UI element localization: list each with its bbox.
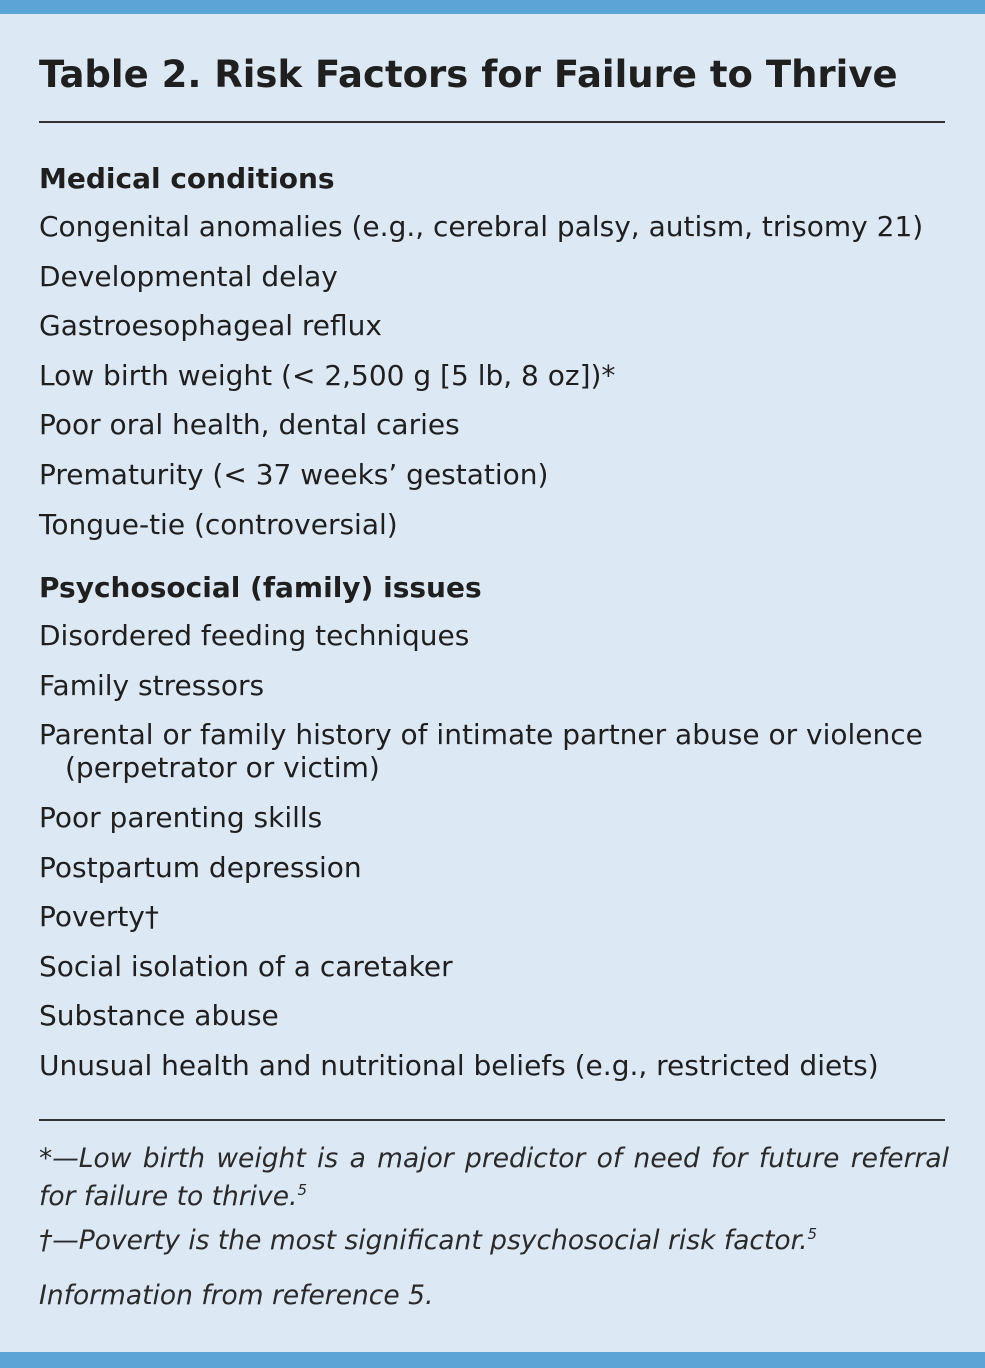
list-item: Family stressors [39,668,265,702]
list-item: Low birth weight (< 2,500 g [5 lb, 8 oz])* [39,358,616,392]
list-item-multiline [39,710,945,783]
list-item: Congenital anomalies (e.g., cerebral palsy, autism, trisomy 21) [39,210,924,243]
bottom-accent-bar [0,1352,985,1368]
source-note: Information from reference 5. [39,1280,434,1311]
table-title: Table 2. Risk Factors for Failure to Thrive [39,53,898,96]
list-item: Prematurity (< 37 weeks’ gestation) [39,457,549,491]
list-item: Poor oral health, dental caries [39,408,460,442]
list-item: Social isolation of a caretaker [39,949,453,983]
footnote-poverty [39,1221,949,1261]
list-item: Disordered feeding techniques [39,619,470,653]
footnote-low-birth-weight [39,1140,949,1216]
reference-marker: 5 [807,1225,818,1243]
list-item-continuation: (perpetrator or victim) [65,750,380,784]
top-accent-bar [0,0,985,14]
list-item: Poverty† [39,900,159,934]
list-item: Gastroesophageal reflux [39,309,382,343]
footnotes [39,1140,949,1316]
table-body [39,156,945,1091]
footnote-divider [39,1119,945,1121]
list-item: Substance abuse [39,999,279,1033]
list-item: Unusual health and nutritional beliefs (e.g., restricted diets) [39,1048,879,1082]
reference-marker: 5 [297,1181,307,1199]
list-item-line: Parental or family history of intimate partner abuse or violence [39,718,923,752]
list-item: Tongue-tie (controversial) [39,507,398,541]
title-divider [39,121,945,123]
section-heading-psychosocial: Psychosocial (family) issues [39,571,482,605]
footnote-text: *—Low birth weight is a major predictor of need for future referral for failure to thrive. [39,1143,949,1212]
list-item: Poor parenting skills [39,800,323,834]
list-item: Developmental delay [39,259,338,293]
list-item: Postpartum depression [39,850,362,884]
footnote-text: †—Poverty is the most significant psychosocial risk factor. [39,1225,808,1256]
section-heading-medical: Medical conditions [39,162,335,195]
